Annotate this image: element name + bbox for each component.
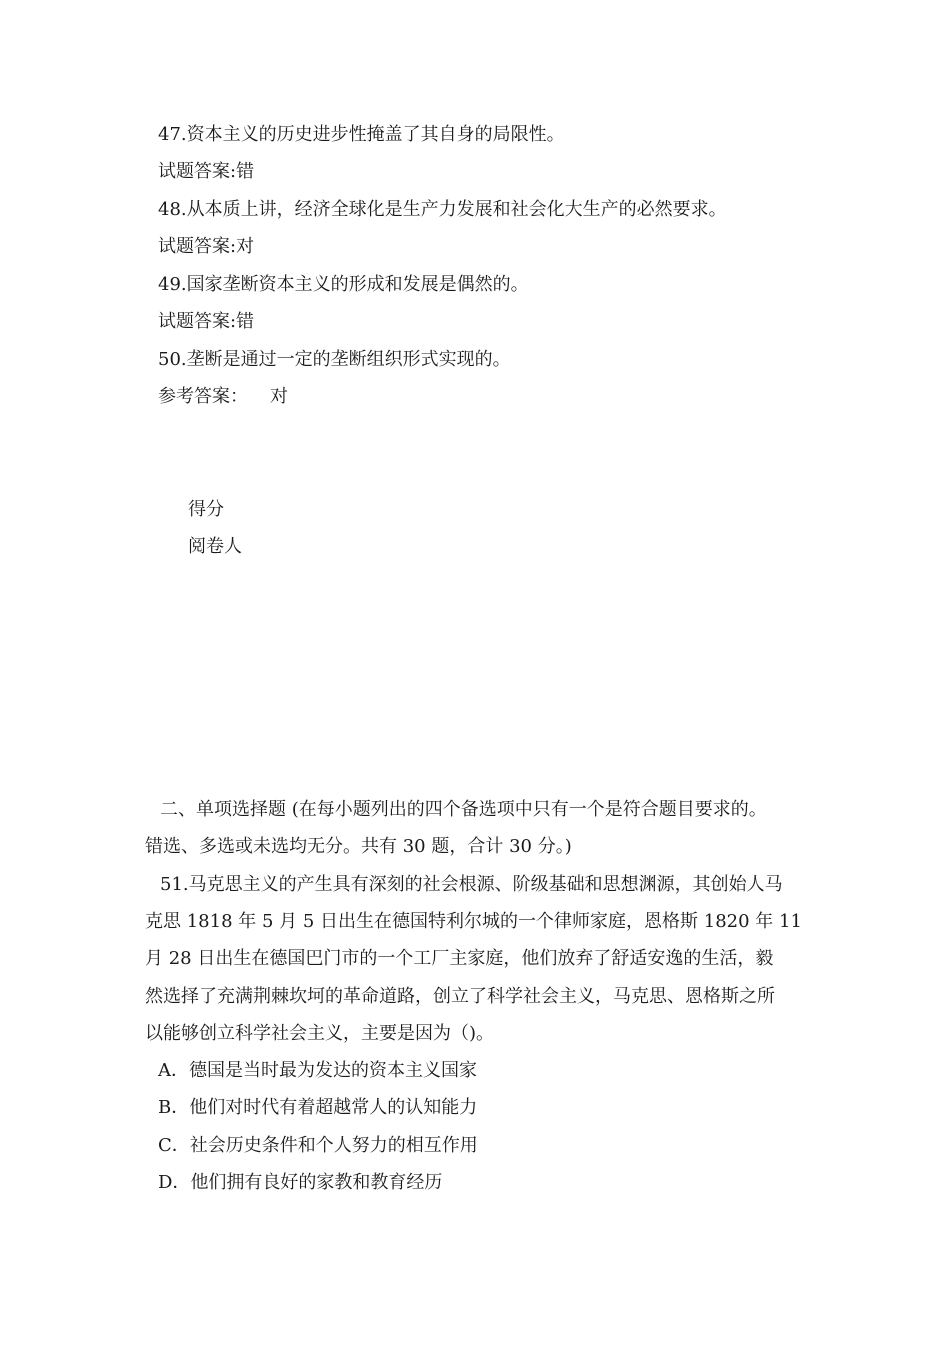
answer-value: 错 [236, 311, 255, 332]
option-text: 他们拥有良好的家教和教育经历 [190, 1172, 443, 1193]
answer-50 [158, 384, 288, 410]
option-letter: D． [158, 1172, 191, 1193]
question-51-line: 然选择了充满荆棘坎坷的革命道路，创立了科学社会主义，马克思、恩格斯之所 [145, 986, 775, 1007]
answer-value: 对 [270, 386, 288, 407]
option-letter: A． [158, 1060, 189, 1081]
option-b [158, 1095, 477, 1121]
option-d [158, 1170, 442, 1196]
section-heading: 二、单项选择题 (在每小题列出的四个备选项中只有一个是符合题目要求的。 [160, 799, 767, 820]
option-text: 社会历史条件和个人努力的相互作用 [189, 1135, 478, 1156]
answer-47 [158, 159, 254, 185]
question-48: 48.从本质上讲，经济全球化是生产力发展和社会化大生产的必然要求。 [158, 199, 727, 220]
answer-value: 错 [236, 161, 255, 182]
answer-value: 对 [236, 236, 255, 257]
option-c [158, 1133, 478, 1159]
score-label: 得分 [188, 499, 224, 520]
option-letter: C． [158, 1135, 190, 1156]
grader-label: 阅卷人 [188, 536, 242, 557]
question-51-line: 月 28 日出生在德国巴门市的一个工厂主家庭，他们放弃了舒适安逸的生活，毅 [145, 948, 774, 969]
question-51-line: 克思 1818 年 5 月 5 日出生在德国特利尔城的一个律师家庭，恩格斯 1820 年 11 [145, 911, 802, 932]
answer-label: 试题答案: [158, 311, 237, 332]
question-49: 49.国家垄断资本主义的形成和发展是偶然的。 [158, 274, 529, 295]
option-a [158, 1058, 477, 1084]
answer-label: 参考答案： [158, 386, 248, 407]
question-51-line: 51.马克思主义的产生具有深刻的社会根源、阶级基础和思想渊源，其创始人马 [160, 874, 783, 895]
question-50: 50.垄断是通过一定的垄断组织形式实现的。 [158, 349, 511, 370]
answer-label: 试题答案: [158, 161, 237, 182]
option-text: 他们对时代有着超越常人的认知能力 [189, 1097, 478, 1118]
answer-label: 试题答案: [158, 236, 237, 257]
section-heading-cont: 错选、多选或未选均无分。共有 30 题，合计 30 分。) [145, 836, 572, 857]
option-text: 德国是当时最为发达的资本主义国家 [189, 1060, 477, 1081]
question-47: 47.资本主义的历史进步性掩盖了其自身的局限性。 [158, 124, 565, 145]
answer-49 [158, 309, 254, 335]
option-letter: B． [158, 1097, 190, 1118]
answer-48 [158, 234, 254, 260]
question-51-line: 以能够创立科学社会主义，主要是因为（)。 [145, 1023, 495, 1044]
